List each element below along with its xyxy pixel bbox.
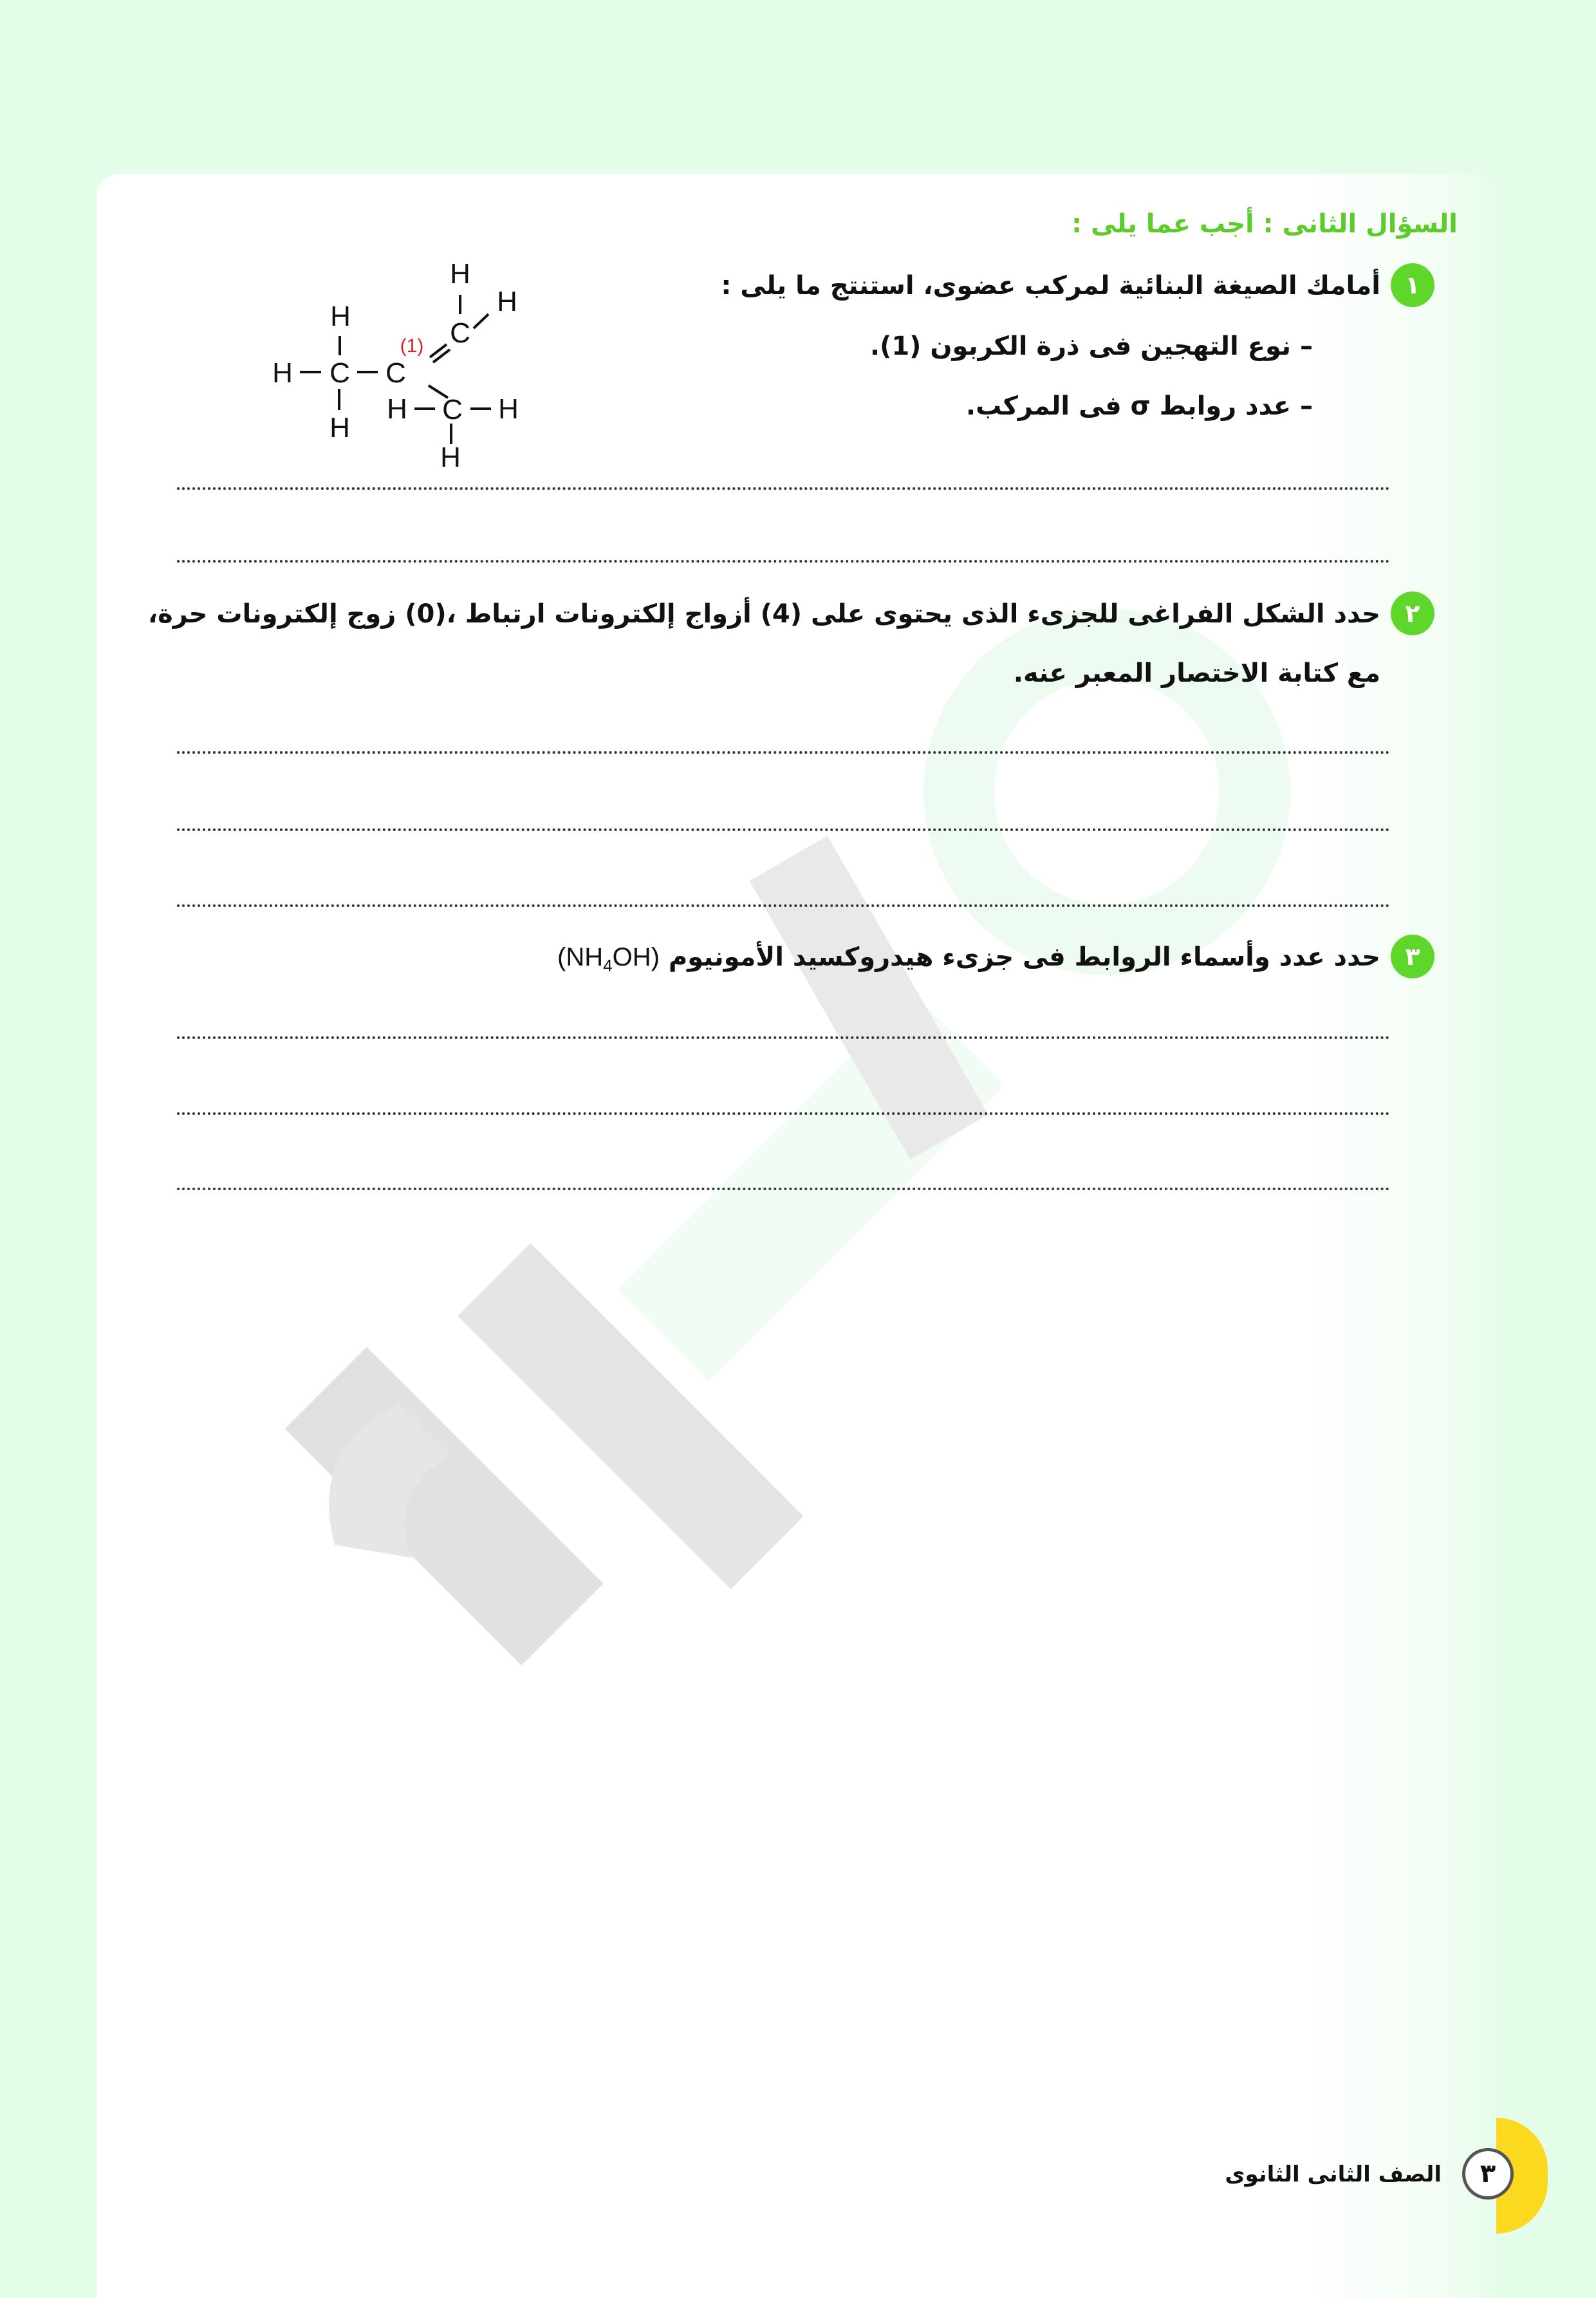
formula-part: (NH [557, 943, 604, 971]
answer-line [177, 560, 1390, 563]
carbon-label: (1) [400, 335, 424, 357]
question-number-badge: ٢ [1391, 592, 1434, 635]
atom-c: C [329, 357, 350, 389]
question-1-bullet-2: – عدد روابط σ فى المركب. [965, 391, 1313, 421]
bond [474, 314, 488, 328]
atom-h: H [497, 286, 517, 317]
page-number: ٣ [1462, 2148, 1514, 2200]
formula-part: OH) [612, 943, 660, 971]
section-title: السؤال الثانى : أجب عما يلى : [1072, 209, 1458, 239]
answer-line [177, 1188, 1390, 1190]
question-1-text: أمامك الصيغة البنائية لمركب عضوى، استنتج ما يلى : [721, 271, 1380, 301]
question-1-bullet-1: – نوع التهجين فى ذرة الكربون (1). [869, 332, 1313, 361]
atom-h: H [450, 258, 470, 290]
atom-h: H [330, 301, 351, 332]
atom-h: H [387, 393, 407, 425]
answer-line [177, 751, 1390, 754]
question-3-label: حدد عدد وأسماء الروابط فى جزىء هيدروكسيد الأمونيوم [659, 942, 1380, 972]
atom-c-1: C [385, 357, 406, 389]
atom-c: C [450, 317, 470, 349]
answer-line [177, 904, 1390, 907]
atom-h: H [329, 412, 350, 444]
answer-line [177, 828, 1390, 831]
question-2-text: حدد الشكل الفراغى للجزىء الذى يحتوى على (4) أزواج إلكترونات ارتباط ،(0) زوج إلكترونات حرة، مع كتابة الاختصار المعبر عنه. [147, 599, 1380, 688]
worksheet-card [97, 174, 1496, 2298]
answer-line [177, 487, 1390, 490]
question-3-text [557, 928, 1380, 995]
structural-formula [257, 245, 547, 476]
question-number-badge: ٣ [1391, 935, 1434, 978]
question-number-badge: ١ [1391, 263, 1434, 307]
atom-h: H [440, 442, 461, 473]
grade-label: الصف الثانى الثانوى [1225, 2162, 1442, 2187]
answer-line [177, 1112, 1390, 1115]
atom-c: C [442, 394, 463, 425]
formula-subscript: 4 [603, 956, 613, 975]
chemical-formula [557, 943, 660, 975]
atom-h: H [272, 357, 293, 389]
atom-h: H [498, 393, 519, 425]
answer-line [177, 1036, 1390, 1039]
